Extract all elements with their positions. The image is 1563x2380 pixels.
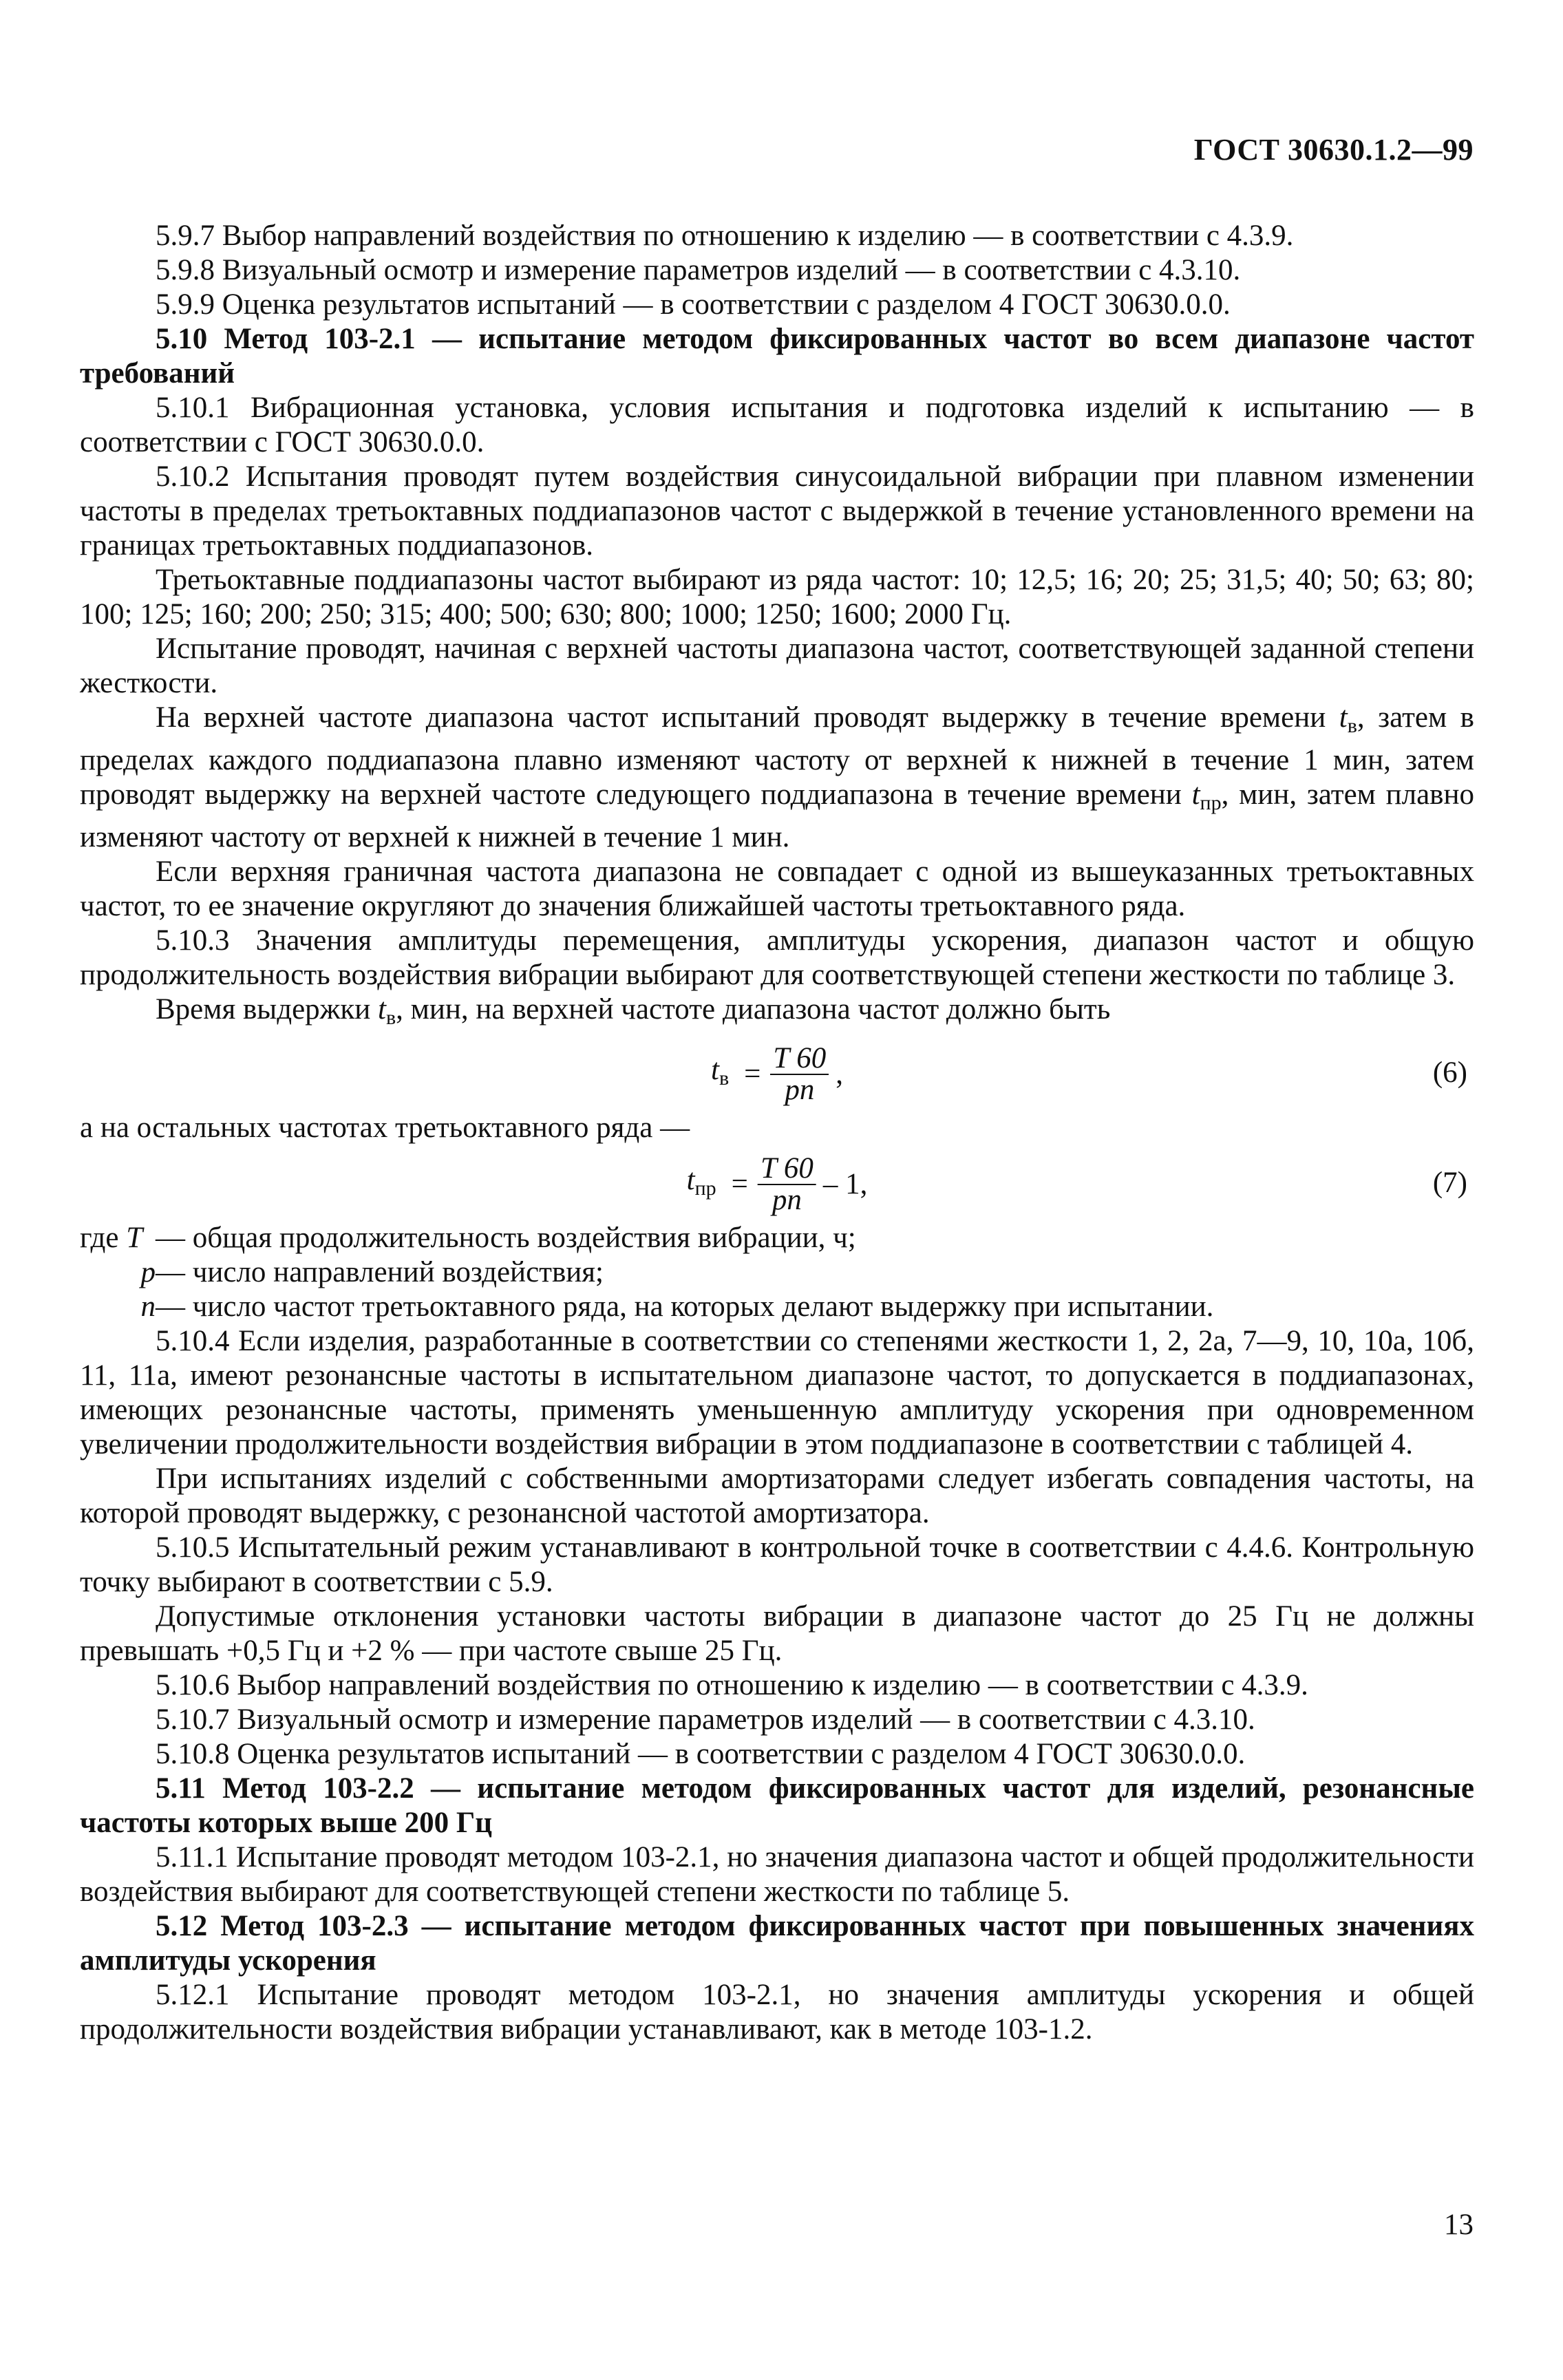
subscript: в — [719, 1067, 730, 1090]
symbol-n: n — [140, 1290, 156, 1323]
paragraph-other-frequencies: а на остальных частотах третьоктавного ряда — — [80, 1112, 690, 1144]
formula-tail: – 1, — [822, 1168, 868, 1200]
paragraph-5-10-6: 5.10.6 Выбор направлений воздействия по отношению к изделию — в соответствии с 4.3.9. — [156, 1669, 1308, 1701]
symbol-p: p — [140, 1256, 156, 1288]
paragraph-5-10-8: 5.10.8 Оценка результатов испытаний — в соответствии с разделом 4 ГОСТ 30630.0.0. — [156, 1738, 1246, 1770]
paragraph-5-11-1: 5.11.1 Испытание проводят методом 103-2.1, но значения диапазона частот и общей продолжительности воздействия выбирают для соответствующей степени жесткости по таблице 5. — [80, 1841, 1474, 1908]
paragraph-frequency-series: Третьоктавные поддиапазоны частот выбирают из ряда частот: 10; 12,5; 16; 20; 25; 31,5; 40; 50; 63; 80; 100; 125; 160; 200; 250; 315; 400; 500; 630; 800; 1000; 1250; 1600; 2000 Гц. — [80, 564, 1474, 630]
formula-number: (7) — [1432, 1167, 1467, 1199]
formula-number: (6) — [1432, 1056, 1467, 1089]
numerator: T 60 — [758, 1154, 816, 1185]
equals-sign: = — [731, 1168, 748, 1200]
fraction — [758, 1154, 816, 1215]
paragraph-5-10-7: 5.10.7 Визуальный осмотр и измерение параметров изделий — в соответствии с 4.3.10. — [156, 1703, 1255, 1736]
definition-row — [80, 1255, 1474, 1290]
subscript: пр — [1200, 791, 1222, 814]
variable-t: t — [710, 1054, 719, 1086]
denominator: pn — [772, 1184, 802, 1216]
formula-7 — [80, 1145, 1474, 1221]
paragraph-dwell-procedure — [80, 701, 1474, 855]
formula-expression — [711, 1043, 843, 1105]
paragraph-5-10-4: 5.10.4 Если изделия, разработанные в соответствии со степенями жесткости 1, 2, 2а, 7—9, 10, 10а, 10б, 11, 11а, имеют резонансные частоты в испытательном диапазоне частот, то допускается в поддиапазонах, имеющих резонансные частоты, применять уменьшенную амплитуду ускорения при одновременном увеличении продолжительности воздействия вибрации в этом поддиапазоне в соответствии с таблицей 4. — [80, 1325, 1474, 1460]
paragraph-5-10-1: 5.10.1 Вибрационная установка, условия испытания и подготовка изделий к испытанию — в соответствии с ГОСТ 30630.0.0. — [80, 392, 1474, 458]
section-heading-5-12: 5.12 Метод 103-2.3 — испытание методом фиксированных частот при повышенных значениях амплитуды ускорения — [80, 1910, 1474, 1977]
subscript: в — [385, 1006, 396, 1029]
paragraph-tolerances: Допустимые отклонения установки частоты вибрации в диапазоне частот до 25 Гц не должны превышать +0,5 Гц и +2 % — при частоте свыше 25 Гц. — [80, 1600, 1474, 1667]
text-run: , затем в пределах каждого поддиапазона плавно изменяют частоту от верхней к нижней в течение 1 мин, затем проводят выдержку на верхней частоте следующего поддиапазона в течение времени — [80, 701, 1474, 811]
paragraph-5-10-2: 5.10.2 Испытания проводят путем воздействия синусоидальной вибрации при плавном изменении частоты в пределах третьоктавных поддиапазонов частот с выдержкой в течение установленного времени на границах третьоктавных поддиапазонов. — [80, 460, 1474, 562]
fraction — [770, 1043, 829, 1105]
document-code: ГОСТ 30630.1.2—99 — [1193, 133, 1474, 167]
paragraph-5-9-9: 5.9.9 Оценка результатов испытаний — в соответствии с разделом 4 ГОСТ 30630.0.0. — [156, 288, 1231, 321]
variable-t: t — [686, 1164, 695, 1196]
variable-t: t — [378, 993, 386, 1026]
paragraph-absorbers: При испытаниях изделий с собственными амортизаторами следует избегать совпадения частоты, на которой проводят выдержку, с резонансной частотой амортизатора. — [80, 1463, 1474, 1529]
formula-lhs — [711, 1053, 729, 1096]
text-run: На верхней частоте диапазона частот испытаний проводят выдержку в течение времени — [156, 701, 1339, 734]
definition-symbol — [80, 1290, 156, 1324]
paragraph-upper-frequency-rounding: Если верхняя граничная частота диапазона не совпадает с одной из вышеуказанных третьоктавных частот, то ее значение округляют до значения ближайшей частоты третьоктавного ряда. — [80, 856, 1474, 922]
section-heading-5-10: 5.10 Метод 103-2.1 — испытание методом фиксированных частот во всем диапазоне частот требований — [80, 323, 1474, 390]
definition-prefix: где — [80, 1222, 127, 1254]
definition-symbol — [80, 1221, 156, 1255]
definition-row — [80, 1290, 1474, 1324]
paragraph-5-9-7: 5.9.7 Выбор направлений воздействия по отношению к изделию — в соответствии с 4.3.9. — [156, 220, 1294, 252]
variable-definitions — [80, 1221, 1474, 1324]
subscript: пр — [694, 1177, 716, 1200]
formula-expression — [687, 1154, 868, 1215]
denominator: pn — [785, 1074, 815, 1106]
document-body — [80, 219, 1474, 2047]
definition-row — [80, 1221, 1474, 1255]
equals-sign: = — [744, 1058, 761, 1090]
paragraph-dwell-time — [80, 992, 1474, 1035]
subscript: в — [1347, 714, 1357, 737]
paragraph-5-9-8: 5.9.8 Визуальный осмотр и измерение параметров изделий — в соответствии с 4.3.10. — [156, 254, 1241, 286]
symbol-T: T — [126, 1222, 143, 1254]
definition-text: — общая продолжительность воздействия вибрации, ч; — [156, 1222, 856, 1254]
page-number: 13 — [1444, 2209, 1474, 2241]
numerator: T 60 — [770, 1043, 829, 1075]
definition-symbol — [80, 1255, 156, 1290]
text-run: , мин, на верхней частоте диапазона частот должно быть — [396, 993, 1111, 1026]
paragraph-5-10-3: 5.10.3 Значения амплитуды перемещения, амплитуды ускорения, диапазон частот и общую продолжительность воздействия вибрации выбирают для соответствующей степени жесткости по таблице 3. — [80, 924, 1474, 991]
paragraph-test-start: Испытание проводят, начиная с верхней частоты диапазона частот, соответствующей заданной степени жесткости. — [80, 633, 1474, 699]
variable-t: t — [1191, 778, 1200, 811]
definition-text: — число направлений воздействия; — [156, 1256, 604, 1288]
formula-tail: , — [836, 1058, 844, 1090]
definition-text: — число частот третьоктавного ряда, на которых делают выдержку при испытании. — [156, 1290, 1214, 1323]
formula-6 — [80, 1035, 1474, 1111]
variable-t: t — [1339, 701, 1348, 734]
section-heading-5-11: 5.11 Метод 103-2.2 — испытание методом фиксированных частот для изделий, резонансные частоты которых выше 200 Гц — [80, 1772, 1474, 1839]
formula-lhs — [687, 1163, 716, 1206]
text-run: Время выдержки — [156, 993, 379, 1026]
paragraph-5-10-5: 5.10.5 Испытательный режим устанавливают в контрольной точке в соответствии с 4.4.6. Контрольную точку выбирают в соответствии с 5.9. — [80, 1531, 1474, 1598]
paragraph-5-12-1: 5.12.1 Испытание проводят методом 103-2.1, но значения амплитуды ускорения и общей продолжительности воздействия вибрации устанавливают, как в методе 103-1.2. — [80, 1979, 1474, 2046]
text-run: , мин, затем плавно изменяют частоту от верхней к нижней в течение 1 мин. — [80, 778, 1474, 853]
